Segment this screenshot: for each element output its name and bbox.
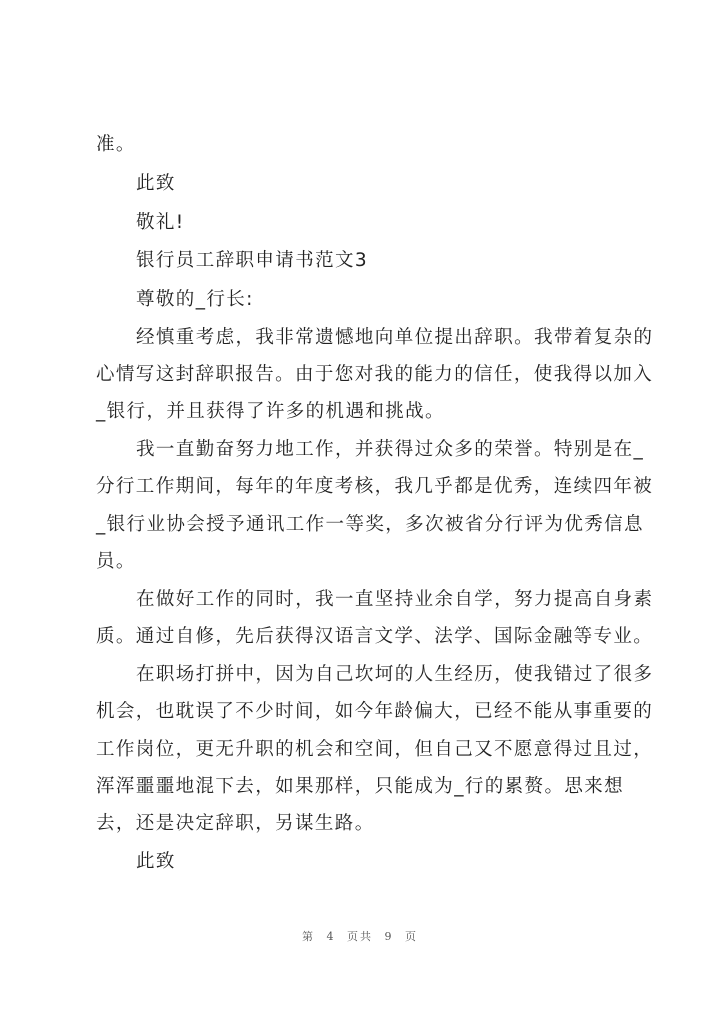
section-title: 银行员工辞职申请书范文3	[136, 250, 369, 271]
paragraph-line: 机会，也耽误了不少时间，如今年龄偏大，已经不能从事重要的	[96, 701, 654, 722]
paragraph-line: 在职场打拼中，因为自己坎坷的人生经历，使我错过了很多	[136, 664, 654, 685]
footer-suffix: 页	[405, 930, 418, 943]
greeting-line: 尊敬的_行长:	[136, 289, 254, 310]
footer-total-pages: 9	[384, 930, 394, 943]
text-line: 准。	[96, 134, 136, 155]
paragraph-line: 心情写这封辞职报告。由于您对我的能力的信任，使我得以加入	[96, 364, 654, 385]
footer-prefix: 第	[302, 930, 315, 943]
paragraph-line: _银行业协会授予通讯工作一等奖，多次被省分行评为优秀信息	[96, 514, 644, 535]
footer-middle: 页共	[347, 930, 373, 943]
paragraph-line: 浑浑噩噩地混下去，如果那样，只能成为_行的累赘。思来想	[96, 776, 625, 797]
paragraph-line: 质。通过自修，先后获得汉语言文学、法学、国际金融等专业。	[96, 626, 654, 647]
paragraph-line: 工作岗位，更无升职的机会和空间，但自己又不愿意得过且过，	[96, 739, 654, 760]
paragraph-line: _银行，并且获得了许多的机遇和挑战。	[96, 401, 445, 422]
paragraph-line: 员。	[96, 551, 136, 572]
paragraph-line: 去，还是决定辞职，另谋生路。	[96, 813, 375, 834]
closing-line: 此致	[136, 173, 176, 194]
paragraph-line: 经慎重考虑，我非常遗憾地向单位提出辞职。我带着复杂的	[136, 327, 654, 348]
paragraph-line: 分行工作期间，每年的年度考核，我几乎都是优秀，连续四年被	[96, 476, 654, 497]
paragraph-line: 我一直勤奋努力地工作，并获得过众多的荣誉。特别是在_	[136, 439, 645, 460]
paragraph-line: 在做好工作的同时，我一直坚持业余自学，努力提高自身素	[136, 589, 654, 610]
page-footer	[0, 928, 720, 944]
closing-line: 此致	[136, 851, 176, 872]
salutation-line: 敬礼!	[136, 212, 185, 233]
footer-page-number: 4	[326, 930, 336, 943]
